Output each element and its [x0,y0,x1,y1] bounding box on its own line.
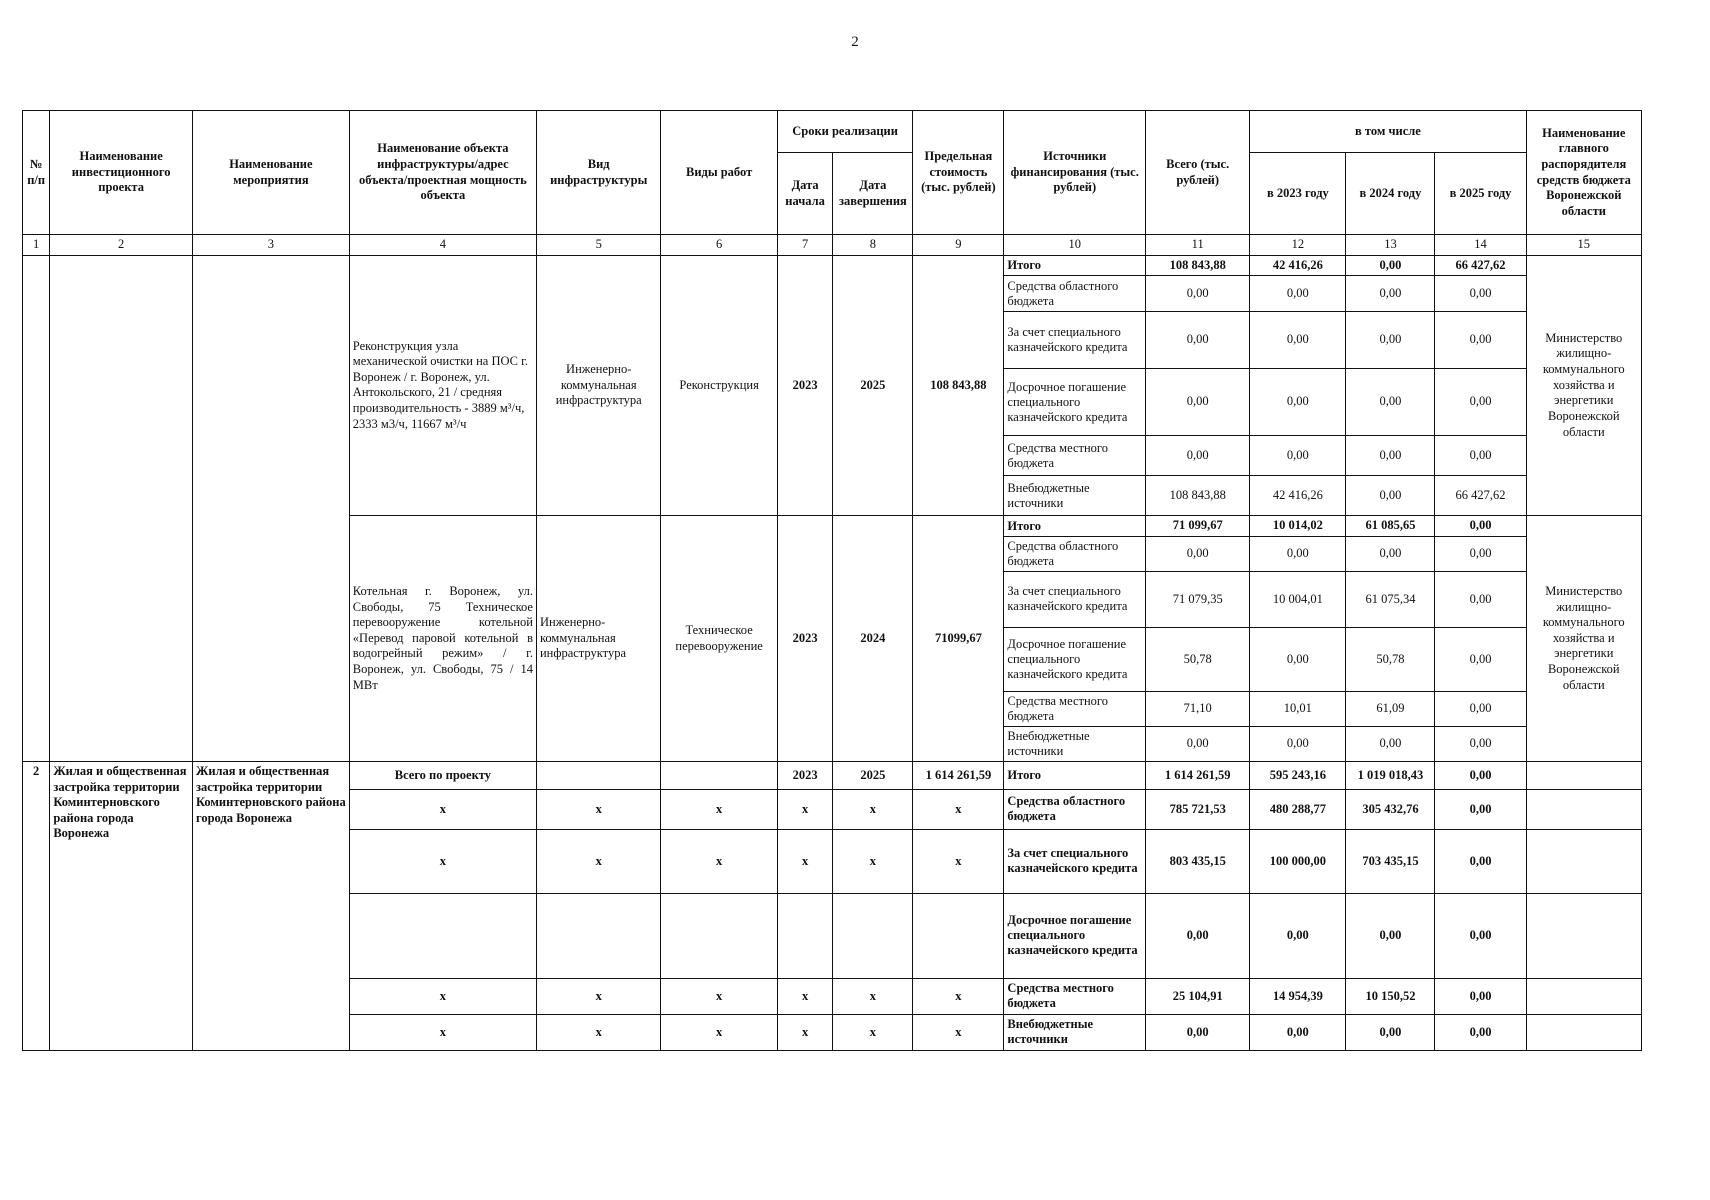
value-2025: 0,00 [1435,829,1526,893]
header-work-type: Виды работ [661,111,777,235]
x-mark: x [833,789,913,829]
empty-cell [661,893,777,978]
source-label: Средства областного бюджета [1004,536,1146,571]
value-total: 0,00 [1146,726,1250,761]
infra-type: Инженерно-коммунальная инфраструктура [536,516,660,762]
empty-cell [777,893,833,978]
value-2025: 0,00 [1435,571,1526,627]
value-2023: 0,00 [1250,1014,1346,1050]
header-object: Наименование объекта инфраструктуры/адрес объекта/проектная мощность объекта [349,111,536,235]
header-sources: Источники финансирования (тыс. рублей) [1004,111,1146,235]
date-start: 2023 [777,516,833,762]
col-number: 15 [1526,235,1641,256]
value-2025: 0,00 [1435,893,1526,978]
x-mark: x [913,829,1004,893]
source-label: За счет специального казначейского кредита [1004,312,1146,369]
value-total: 0,00 [1146,893,1250,978]
value-total: 25 104,91 [1146,978,1250,1014]
value-2024: 305 432,76 [1346,789,1435,829]
value-2024: 0,00 [1346,276,1435,312]
value-2023: 14 954,39 [1250,978,1346,1014]
value-total: 0,00 [1146,1014,1250,1050]
total-label: Всего по проекту [349,761,536,789]
page-number: 2 [851,34,859,50]
value-2025: 0,00 [1435,761,1526,789]
empty-cell [50,255,193,761]
col-number: 2 [50,235,193,256]
col-number: 6 [661,235,777,256]
x-mark: x [777,1014,833,1050]
value-2025: 0,00 [1435,436,1526,476]
header-2023: в 2023 году [1250,153,1346,235]
col-number: 5 [536,235,660,256]
header-num: № п/п [23,111,50,235]
empty-cell [1526,1014,1641,1050]
value-2025: 0,00 [1435,1014,1526,1050]
value-2025: 0,00 [1435,726,1526,761]
value-total: 0,00 [1146,276,1250,312]
work-type: Реконструкция [661,255,777,516]
date-end: 2024 [833,516,913,762]
x-mark: x [349,978,536,1014]
header-manager: Наименование главного распорядителя средств бюджета Воронежской области [1526,111,1641,235]
value-2023: 0,00 [1250,726,1346,761]
x-mark: x [349,789,536,829]
empty-cell [536,893,660,978]
value-total: 71 099,67 [1146,516,1250,537]
value-2023: 480 288,77 [1250,789,1346,829]
empty-cell [833,893,913,978]
source-label: Внебюджетные источники [1004,476,1146,516]
source-label: Средства областного бюджета [1004,276,1146,312]
value-total: 0,00 [1146,436,1250,476]
header-infra-type: Вид инфраструктуры [536,111,660,235]
source-label: Внебюджетные источники [1004,1014,1146,1050]
value-total: 0,00 [1146,369,1250,436]
value-2023: 0,00 [1250,436,1346,476]
value-2024: 0,00 [1346,536,1435,571]
value-2024: 1 019 018,43 [1346,761,1435,789]
value-2025: 0,00 [1435,276,1526,312]
value-total: 0,00 [1146,312,1250,369]
col-number: 3 [192,235,349,256]
x-mark: x [833,829,913,893]
value-2023: 0,00 [1250,536,1346,571]
value-2024: 0,00 [1346,312,1435,369]
x-mark: x [661,829,777,893]
date-start: 2023 [777,761,833,789]
value-2024: 0,00 [1346,893,1435,978]
object-description: Реконструкция узла механической очистки на ПОС г. Воронеж / г. Воронеж, ул. Антокольского, 21 / средняя производительность - 3889 м³/ч, 2333 м3/ч, 11667 м³/ч [349,255,536,516]
empty-cell [913,893,1004,978]
x-mark: x [833,1014,913,1050]
header-2024: в 2024 году [1346,153,1435,235]
empty-cell [349,893,536,978]
header-row-1 [23,111,1642,153]
value-2024: 10 150,52 [1346,978,1435,1014]
value-total: 71,10 [1146,691,1250,726]
value-2025: 66 427,62 [1435,476,1526,516]
infra-type: Инженерно-коммунальная инфраструктура [536,255,660,516]
value-total: 108 843,88 [1146,476,1250,516]
value-2024: 0,00 [1346,476,1435,516]
header-project: Наименование инвестиционного проекта [50,111,193,235]
empty-cell [1526,789,1641,829]
table-row [23,761,1642,789]
header-date-start: Дата начала [777,153,833,235]
x-mark: x [913,978,1004,1014]
date-end: 2025 [833,761,913,789]
header-terms: Сроки реализации [777,111,913,153]
value-2023: 595 243,16 [1250,761,1346,789]
value-2023: 0,00 [1250,312,1346,369]
value-2025: 0,00 [1435,312,1526,369]
value-2024: 0,00 [1346,1014,1435,1050]
empty-cell [661,761,777,789]
value-total: 803 435,15 [1146,829,1250,893]
col-number: 1 [23,235,50,256]
source-label: Средства местного бюджета [1004,436,1146,476]
value-2023: 100 000,00 [1250,829,1346,893]
value-2024: 0,00 [1346,255,1435,276]
value-2025: 0,00 [1435,536,1526,571]
value-2024: 50,78 [1346,627,1435,691]
x-mark: x [536,829,660,893]
value-2024: 61,09 [1346,691,1435,726]
x-mark: x [536,978,660,1014]
value-2023: 42 416,26 [1250,476,1346,516]
max-cost: 108 843,88 [913,255,1004,516]
value-total: 0,00 [1146,536,1250,571]
column-numbers-row [23,235,1642,256]
empty-cell [1526,893,1641,978]
value-2024: 61 075,34 [1346,571,1435,627]
max-cost: 71099,67 [913,516,1004,762]
row-number: 2 [23,761,50,1050]
value-2024: 0,00 [1346,436,1435,476]
source-label: Досрочное погашение специального казначейского кредита [1004,893,1146,978]
empty-cell [1526,829,1641,893]
max-cost: 1 614 261,59 [913,761,1004,789]
value-total: 1 614 261,59 [1146,761,1250,789]
value-2025: 0,00 [1435,978,1526,1014]
header-max-cost: Предельная стоимость (тыс. рублей) [913,111,1004,235]
col-number: 13 [1346,235,1435,256]
col-number: 9 [913,235,1004,256]
col-number: 10 [1004,235,1146,256]
value-2025: 0,00 [1435,516,1526,537]
value-2023: 42 416,26 [1250,255,1346,276]
x-mark: x [661,789,777,829]
manager-name: Министерство жилищно-коммунального хозяйства и энергетики Воронежской области [1526,255,1641,516]
x-mark: x [913,1014,1004,1050]
x-mark: x [349,1014,536,1050]
work-type: Техническое перевооружение [661,516,777,762]
source-label: За счет специального казначейского кредита [1004,829,1146,893]
source-label: Итого [1004,255,1146,276]
col-number: 7 [777,235,833,256]
value-total: 108 843,88 [1146,255,1250,276]
x-mark: x [833,978,913,1014]
source-label: Внебюджетные источники [1004,726,1146,761]
x-mark: x [661,1014,777,1050]
value-2024: 0,00 [1346,369,1435,436]
value-2023: 0,00 [1250,627,1346,691]
value-total: 50,78 [1146,627,1250,691]
value-2023: 0,00 [1250,369,1346,436]
x-mark: x [661,978,777,1014]
value-2023: 10 004,01 [1250,571,1346,627]
source-label: За счет специального казначейского кредита [1004,571,1146,627]
x-mark: x [913,789,1004,829]
date-end: 2025 [833,255,913,516]
x-mark: x [777,978,833,1014]
value-2025: 0,00 [1435,627,1526,691]
header-date-end: Дата завершения [833,153,913,235]
investment-table [22,110,1642,1051]
value-2025: 0,00 [1435,691,1526,726]
source-label: Досрочное погашение специального казначейского кредита [1004,627,1146,691]
value-2023: 10,01 [1250,691,1346,726]
value-2023: 0,00 [1250,893,1346,978]
x-mark: x [777,829,833,893]
source-label: Средства областного бюджета [1004,789,1146,829]
col-number: 4 [349,235,536,256]
empty-cell [1526,978,1641,1014]
value-total: 785 721,53 [1146,789,1250,829]
value-2025: 66 427,62 [1435,255,1526,276]
x-mark: x [536,789,660,829]
value-2024: 703 435,15 [1346,829,1435,893]
x-mark: x [536,1014,660,1050]
empty-cell [1526,761,1641,789]
empty-cell [23,255,50,761]
date-start: 2023 [777,255,833,516]
value-2025: 0,00 [1435,789,1526,829]
value-2023: 10 014,02 [1250,516,1346,537]
x-mark: x [777,789,833,829]
event-name: Жилая и общественная застройка территории Коминтерновского района города Воронежа [192,761,349,1050]
col-number: 14 [1435,235,1526,256]
source-label: Средства местного бюджета [1004,691,1146,726]
x-mark: x [349,829,536,893]
table-row [23,255,1642,276]
col-number: 8 [833,235,913,256]
col-number: 11 [1146,235,1250,256]
value-total: 71 079,35 [1146,571,1250,627]
header-event: Наименование мероприятия [192,111,349,235]
project-name: Жилая и общественная застройка территории Коминтерновского района города Воронежа [50,761,193,1050]
value-2023: 0,00 [1250,276,1346,312]
source-label: Итого [1004,761,1146,789]
manager-name: Министерство жилищно-коммунального хозяйства и энергетики Воронежской области [1526,516,1641,762]
empty-cell [536,761,660,789]
header-including: в том числе [1250,111,1526,153]
value-2024: 61 085,65 [1346,516,1435,537]
value-2024: 0,00 [1346,726,1435,761]
source-label: Средства местного бюджета [1004,978,1146,1014]
value-2025: 0,00 [1435,369,1526,436]
source-label: Досрочное погашение специального казначейского кредита [1004,369,1146,436]
col-number: 12 [1250,235,1346,256]
object-description: Котельная г. Воронеж, ул. Свободы, 75 Техническое перевооружение котельной «Перевод паровой котельной в водогрейный режим» / г. Воронеж, ул. Свободы, 75 / 14 МВт [349,516,536,762]
empty-cell [192,255,349,761]
header-total: Всего (тыс. рублей) [1146,111,1250,235]
header-2025: в 2025 году [1435,153,1526,235]
source-label: Итого [1004,516,1146,537]
